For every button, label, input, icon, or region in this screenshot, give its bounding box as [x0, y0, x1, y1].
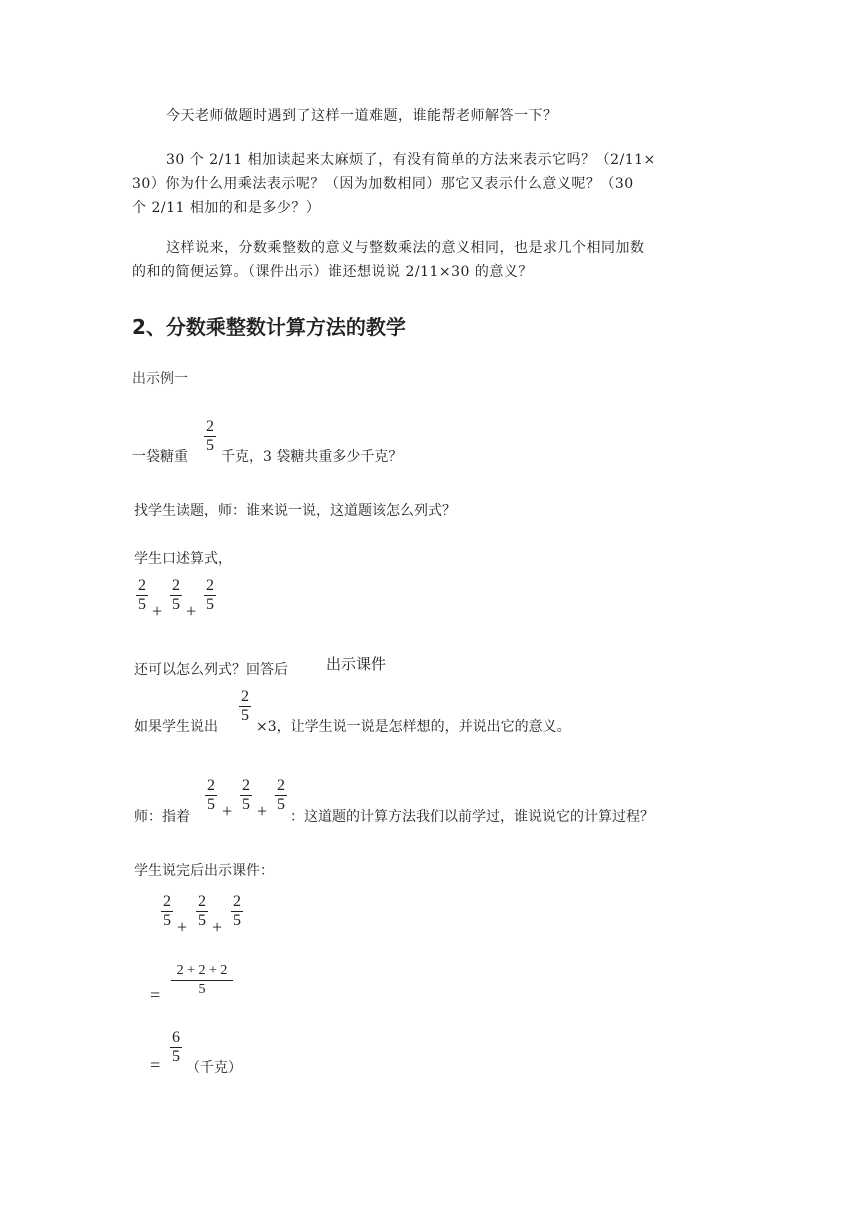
- denominator: 5: [198, 982, 206, 997]
- problem-text-pre: 一袋糖重: [132, 449, 188, 465]
- line-teacher-post: ：这道题的计算方法我们以前学过，谁说说它的计算过程？: [290, 809, 654, 825]
- denominator: 5: [241, 707, 249, 724]
- denominator: 5: [207, 796, 215, 813]
- problem-text-post: 千克，3 袋糖共重多少千克？: [221, 449, 403, 465]
- numerator: 2: [277, 777, 285, 794]
- unit-kilogram: （千克）: [186, 1060, 242, 1076]
- denominator: 5: [163, 912, 171, 929]
- sum1-fraction-1: [135, 577, 149, 614]
- denominator: 5: [172, 1048, 180, 1065]
- numerator: 6: [172, 1029, 180, 1046]
- line-student-oral: 学生口述算式，: [134, 551, 232, 567]
- paragraph-30-line3: 个 2/11 相加的和是多少？）: [132, 200, 321, 216]
- numerator: 2: [207, 777, 215, 794]
- line-if-student-pre: 如果学生说出: [134, 719, 218, 735]
- numerator: 2: [242, 777, 250, 794]
- calc-combined-fraction: [171, 962, 233, 999]
- calc-fraction-2: [195, 893, 209, 930]
- plus-sign: +: [186, 601, 197, 621]
- denominator: 5: [233, 912, 241, 929]
- sum1-fraction-2: [169, 577, 183, 614]
- denominator: 5: [172, 596, 180, 613]
- paragraph-intro: 今天老师做题时遇到了这样一道难题，谁能帮老师解答一下？: [166, 108, 558, 124]
- paragraph-meaning-line1: 这样说来，分数乘整数的意义与整数乘法的意义相同，也是求几个相同加数: [166, 240, 645, 256]
- numerator: 2: [206, 577, 214, 594]
- plus-sign: +: [152, 601, 163, 621]
- plus-sign: +: [177, 917, 188, 937]
- equals-sign: =: [150, 1055, 161, 1075]
- line-after-student: 学生说完后出示课件：: [134, 863, 274, 879]
- line-find-student: 找学生读题，师：谁来说一说，这道题该怎么列式？: [134, 503, 456, 519]
- numerator: 2: [163, 893, 171, 910]
- teacher-fraction-1: [204, 777, 218, 814]
- line-teacher-pre: 师：指着: [134, 809, 190, 825]
- numerator: 2: [198, 893, 206, 910]
- denominator: 5: [138, 596, 146, 613]
- paragraph-meaning-line2: 的和的简便运算。（课件出示）谁还想说说 2/11×30 的意义？: [132, 264, 533, 280]
- line-other-way: 还可以怎么列式？回答后: [134, 662, 288, 678]
- numerator: 2: [138, 577, 146, 594]
- denominator: 5: [242, 796, 250, 813]
- denominator: 5: [277, 796, 285, 813]
- line-show-courseware: 出示课件: [326, 655, 387, 673]
- example-label: 出示例一: [132, 371, 188, 387]
- equals-sign: =: [150, 985, 161, 1005]
- result-fraction: [169, 1029, 183, 1066]
- plus-sign: +: [222, 801, 233, 821]
- fraction-numerator: 2: [206, 418, 214, 435]
- denominator: 5: [206, 596, 214, 613]
- numerator: 2: [172, 577, 180, 594]
- plus-sign: +: [212, 917, 223, 937]
- line-if-student-post: ×3，让学生说一说是怎样想的，并说出它的意义。: [256, 719, 571, 735]
- teacher-fraction-2: [239, 777, 253, 814]
- plus-sign: +: [257, 801, 268, 821]
- teacher-fraction-3: [274, 777, 288, 814]
- fraction-two-fifths: [238, 688, 252, 725]
- denominator: 5: [198, 912, 206, 929]
- numerator: 2: [241, 688, 249, 705]
- sum1-fraction-3: [203, 577, 217, 614]
- calc-fraction-3: [230, 893, 244, 930]
- fraction-denominator: 5: [206, 437, 214, 454]
- paragraph-30-line1: 30 个 2/11 相加读起来太麻烦了，有没有简单的方法来表示它吗？（2/11×: [166, 152, 656, 168]
- numerator: 2: [233, 893, 241, 910]
- numerator-sum: 2 + 2 + 2: [176, 963, 228, 978]
- paragraph-30-line2: 30）你为什么用乘法表示呢？（因为加数相同）那它又表示什么意义呢？（30: [132, 176, 634, 192]
- fraction-two-fifths: [203, 418, 217, 455]
- calc-fraction-1: [160, 893, 174, 930]
- section-heading: 2、分数乘整数计算方法的教学: [132, 315, 406, 339]
